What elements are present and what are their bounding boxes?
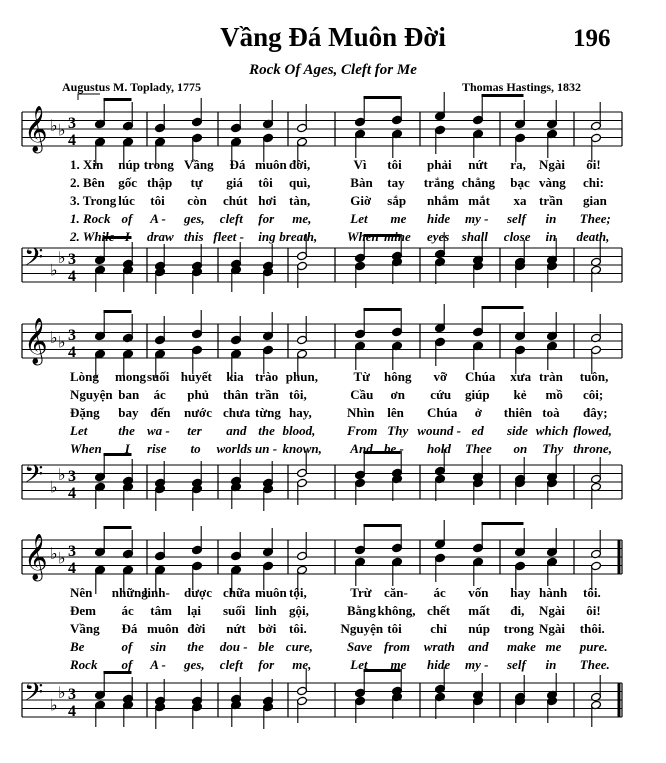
lyric-syllable: cleft [219,657,243,672]
lyric-syllable: những [111,585,148,600]
lyric-syllable: Let [350,211,368,226]
lyric-syllable: linh- [143,585,170,600]
beam [104,526,132,529]
lyric-syllable: đời, [289,157,311,172]
lyric-syllable: giúp [465,387,490,402]
time-signature-lower: 4 [68,268,76,285]
lyric-syllable: Thy [387,423,409,438]
lyric-syllable: Nguyện [70,387,113,402]
lyric-syllable: Thee [465,441,492,456]
lyric-syllable: be - [384,441,404,456]
lyric-syllable: Vì [353,157,367,172]
flat-icon: ♭ [50,477,58,497]
lyric-syllable: ôi! [586,157,601,172]
time-signature-upper: 3 [68,686,76,703]
lyric-syllable: from [384,639,410,654]
lyric-syllable: muôn [147,621,179,636]
lyric-syllable: tôi [387,157,402,172]
lyric-syllable: chưa [223,405,251,420]
lyric-syllable: đây; [583,405,608,420]
lyric-line [0,423,666,441]
lyric-syllable: I [124,229,130,244]
flat-icon: ♭ [58,464,66,484]
lyric-syllable: gội, [289,603,309,618]
lyric-syllable: chết [427,603,451,618]
flat-icon: ♭ [50,260,58,280]
lyric-syllable: death, [576,229,610,244]
lyric-syllable: gốc [118,175,138,190]
lyric-syllable: on [513,441,528,456]
lyric-syllable: wrath [423,639,455,654]
lyric-syllable: tâm [150,603,172,618]
lyric-syllable: phủ [187,387,209,402]
lyric-syllable: A - [150,211,166,226]
lyric-syllable: hide [427,211,451,226]
lyric-syllable: toà [542,405,560,420]
lyric-syllable: ra, [510,157,526,172]
lyric-syllable: đi, [510,603,525,618]
lyric-syllable: to [190,441,201,456]
lyric-syllable: sắp [387,193,407,208]
lyric-syllable: trần [255,387,279,402]
lyric-syllable: A - [150,657,166,672]
hymn-subtitle: Rock Of Ages, Cleft for Me [249,62,417,78]
lyric-syllable: fleet - [213,229,244,244]
lyric-syllable: hide [427,657,451,672]
beam [104,310,132,313]
lyric-syllable: Rock [70,657,98,672]
flat-icon: ♭ [58,120,66,140]
bass-clef-icon: 𝄢 [24,460,44,495]
lyric-syllable: tuôn, [579,369,609,384]
lyric-syllable: trắng [423,175,455,190]
lyric-syllable: dược [184,585,212,600]
lyric-syllable: wound - [417,423,462,438]
bracket [78,94,100,100]
lyric-syllable: lại [187,603,202,618]
lyric-syllable: in [545,657,557,672]
lyric-syllable: tự [190,175,203,190]
lyric-syllable: ter [187,423,202,438]
lyric-syllable: Giờ [350,193,372,208]
lyric-syllable: blood, [282,423,316,438]
lyric-syllable: And [350,441,373,456]
lyric-syllable: 3. Trong [70,193,117,208]
flat-icon: ♭ [50,328,58,347]
lyric-syllable: cứu [430,387,452,402]
time-signature-upper: 3 [68,251,76,268]
lyric-syllable: đời [187,621,206,636]
lyric-syllable: bay [118,405,139,420]
lyric-syllable: mong [115,369,147,384]
lyric-syllable: còn [187,193,207,208]
lyric-syllable: Lòng [70,369,99,384]
lyric-syllable: Chúa [427,405,458,420]
lyric-syllable: Nên [70,585,93,600]
lyric-syllable: known, [282,441,322,456]
time-signature-lower: 4 [68,344,76,361]
flat-icon: ♭ [58,682,66,702]
lyric-syllable: Save [347,639,373,654]
lyric-syllable: From [347,423,378,438]
lyric-syllable: ác [433,585,446,600]
flat-icon: ♭ [50,116,58,135]
lyric-syllable: chẳng [461,175,496,190]
lyric-syllable: rise [147,441,167,456]
lyric-syllable: cure, [285,639,313,654]
lyric-syllable: Thy [542,441,564,456]
lyric-syllable: ôi! [586,603,601,618]
lyric-syllable: phải [427,157,452,172]
lyric-syllable: ơn [390,387,405,402]
beam [364,308,401,311]
lyric-syllable: shall [461,229,488,244]
treble-clef-icon: 𝄞 [24,318,48,364]
lyric-line [0,639,666,657]
lyric-line [0,193,666,211]
lyric-line [0,657,666,675]
lyric-syllable: Ngài [539,603,565,618]
lyric-line [0,585,666,603]
lyric-syllable: which [535,423,569,438]
lyric-syllable: side [507,423,528,438]
lyric-syllable: Ngài [539,621,565,636]
lyric-syllable: vốn [468,585,489,600]
lyric-syllable: nứt [468,157,488,172]
lyric-syllable: thân [223,387,249,402]
lyric-syllable: Đá [121,621,138,636]
lyric-syllable: trong [503,621,534,636]
lyric-syllable: từng [255,405,281,420]
lyric-syllable: 2. While [70,229,115,244]
lyric-syllable: throne, [573,441,612,456]
lyric-syllable: draw [147,229,174,244]
lyric-syllable: tôi, [289,387,307,402]
lyric-syllable: nhắm [427,193,459,208]
lyric-syllable: Chúa [465,369,496,384]
lyric-line [0,157,666,175]
time-signature-upper: 3 [68,327,76,344]
lyric-syllable: Bằng [347,603,376,618]
lyric-syllable: Bàn [350,175,373,190]
lyric-syllable: breath, [279,229,318,244]
lyric-syllable: worlds [216,441,252,456]
beam [364,524,401,527]
words-author: Augustus M. Toplady, 1775 [62,80,202,94]
lyric-syllable: hay, [289,405,312,420]
lyric-syllable: the [118,423,135,438]
lyric-syllable: 1. Xin [70,157,104,172]
lyric-syllable: Vầng [184,157,214,172]
lyric-syllable: of [121,639,133,654]
hymn-number: 196 [573,25,611,52]
lyric-syllable: me, [292,657,312,672]
lyric-syllable: me [390,211,407,226]
lyric-syllable: vỡ [433,369,448,384]
lyric-syllable: hông [384,369,412,384]
lyric-syllable: tàn, [289,193,311,208]
time-signature-lower: 4 [68,132,76,149]
lyric-syllable: pure. [579,639,608,654]
lyric-syllable: lên [387,405,404,420]
lyric-syllable: Thee. [579,657,610,672]
lyric-syllable: the [258,423,275,438]
lyric-syllable: bạc [510,175,530,190]
lyric-syllable: of [121,211,133,226]
bass-clef-icon: 𝄢 [24,243,44,278]
lyric-line [0,441,666,459]
time-signature-upper: 3 [68,115,76,132]
time-signature-upper: 3 [68,543,76,560]
lyric-syllable: un - [255,441,278,456]
lyric-syllable: me [390,657,407,672]
lyric-syllable: thôi. [579,621,605,636]
lyric-syllable: trào [255,369,279,384]
lyric-syllable: mine [384,229,411,244]
lyric-syllable: ở [474,405,482,420]
lyric-syllable: suối [223,603,246,618]
lyric-line [0,621,666,639]
lyric-syllable: chi: [583,175,604,190]
lyric-syllable: for [258,657,275,672]
lyric-syllable: không, [377,603,416,618]
bass-clef-icon: 𝄢 [24,678,44,713]
lyric-syllable: 2. Bên [70,175,105,190]
lyric-syllable: tôi [387,621,402,636]
lyric-syllable: for [258,211,275,226]
lyric-line [0,603,666,621]
lyric-syllable: trong [143,157,174,172]
time-signature-lower: 4 [68,560,76,577]
lyric-syllable: tôi [258,175,273,190]
beam [482,522,524,525]
lyric-syllable: huyết [180,369,212,384]
lyric-syllable: lúc [118,193,135,208]
lyric-syllable: mồ [545,387,563,402]
lyric-syllable: and [468,639,489,654]
flat-icon: ♭ [58,548,66,568]
lyric-syllable: căn- [384,585,408,600]
flat-icon: ♭ [50,544,58,563]
lyric-syllable: trần [539,193,563,208]
lyric-syllable: self [507,211,526,226]
lyric-line [0,405,666,423]
time-signature-lower: 4 [68,703,76,720]
lyric-syllable: phun, [285,369,318,384]
lyric-syllable: close [503,229,531,244]
lyric-syllable: 1. Rock [70,211,111,226]
lyric-syllable: the [187,639,204,654]
lyric-syllable: Từ [353,369,370,384]
lyric-syllable: chữa [223,585,251,600]
lyric-syllable: đến [150,405,171,420]
lyric-syllable: tôi [150,193,165,208]
lyric-syllable: ác [121,603,134,618]
lyric-syllable: thiên [503,405,532,420]
lyric-line [0,229,666,247]
lyric-syllable: hành [539,585,568,600]
lyric-syllable: suối [147,369,170,384]
lyric-syllable: Trừ [350,585,372,600]
lyric-syllable: self [507,657,526,672]
lyric-syllable: in [545,229,557,244]
lyric-syllable: me [545,639,562,654]
lyric-syllable: wa - [147,423,170,438]
lyric-line [0,211,666,229]
lyric-syllable: of [121,657,133,672]
lyric-syllable: giá [226,175,243,190]
lyric-syllable: ble [258,639,275,654]
lyric-syllable: sin [150,639,167,654]
lyric-syllable: ges, [184,211,205,226]
lyric-syllable: tôi. [583,585,601,600]
lyric-syllable: When [347,229,379,244]
lyric-syllable: kẻ [513,387,527,402]
lyric-syllable: eyes [427,229,450,244]
lyric-line [0,387,666,405]
lyric-syllable: make [507,639,536,654]
lyric-syllable: chỉ [430,621,447,636]
lyric-syllable: muôn [255,157,287,172]
lyric-syllable: tội, [289,585,307,600]
beam [482,94,524,97]
lyric-syllable: Đặng [70,405,100,420]
lyric-syllable: gian [583,193,607,208]
lyric-syllable: ác [153,387,166,402]
lyric-syllable: ges, [184,657,205,672]
lyric-syllable: mất [468,603,490,618]
lyric-syllable: Cầu [350,387,374,402]
lyric-line [0,369,666,387]
lyric-syllable: tràn [539,369,563,384]
lyric-syllable: vàng [539,175,566,190]
lyric-syllable: núp [118,157,140,172]
lyric-syllable: Let [70,423,88,438]
flat-icon: ♭ [50,695,58,715]
lyric-syllable: mắt [468,193,490,208]
lyric-syllable: tôi. [289,621,307,636]
lyric-syllable: hay [510,585,531,600]
lyric-syllable: When [70,441,102,456]
lyric-syllable: muôn [255,585,287,600]
music-composer: Thomas Hastings, 1832 [462,80,582,94]
lyric-syllable: tay [387,175,405,190]
lyric-syllable: côi; [583,387,604,402]
lyric-syllable: Đá [229,157,246,172]
treble-clef-icon: 𝄞 [24,534,48,580]
lyric-syllable: Be [70,639,85,654]
lyric-syllable: Nhìn [347,405,375,420]
lyric-syllable: this [184,229,204,244]
beam [104,98,132,101]
lyric-syllable: in [545,211,557,226]
beam [364,96,401,99]
lyric-syllable: bởi [258,621,277,636]
lyric-syllable: nước [184,405,212,420]
lyric-syllable: xa [513,193,527,208]
treble-clef-icon: 𝄞 [24,106,48,152]
lyric-syllable: Let [350,657,368,672]
lyric-syllable: flowed, [573,423,612,438]
lyric-syllable: and [226,423,247,438]
lyric-syllable: my - [465,657,489,672]
lyric-syllable: núp [468,621,490,636]
lyric-syllable: Nguyện [340,621,384,636]
lyric-syllable: Vầng [70,621,100,636]
lyric-syllable: Ngài [539,157,565,172]
lyric-syllable: ban [118,387,140,402]
lyric-syllable: quì, [289,175,311,190]
lyric-syllable: Đem [70,603,96,618]
lyric-syllable: hold [427,441,451,456]
time-signature-lower: 4 [68,485,76,502]
lyric-syllable: nứt [226,621,246,636]
lyric-line [0,175,666,193]
lyric-syllable: my - [465,211,489,226]
lyric-syllable: kia [226,369,244,384]
lyric-syllable: ed [471,423,484,438]
lyric-syllable: I [124,441,130,456]
lyric-syllable: Thee; [579,211,611,226]
lyric-syllable: ing [258,229,276,244]
hymn-title: Vầng Đá Muôn Đời [220,22,446,52]
beam [482,306,524,309]
flat-icon: ♭ [58,332,66,352]
flat-icon: ♭ [58,247,66,267]
lyric-syllable: cleft [219,211,243,226]
time-signature-upper: 3 [68,468,76,485]
lyric-syllable: chút [223,193,248,208]
lyric-syllable: me, [292,211,312,226]
lyric-syllable: hơi [258,193,277,208]
lyric-syllable: dou - [219,639,248,654]
lyric-syllable: thập [147,175,173,190]
lyric-syllable: xưa [510,369,532,384]
lyric-syllable: linh [255,603,277,618]
